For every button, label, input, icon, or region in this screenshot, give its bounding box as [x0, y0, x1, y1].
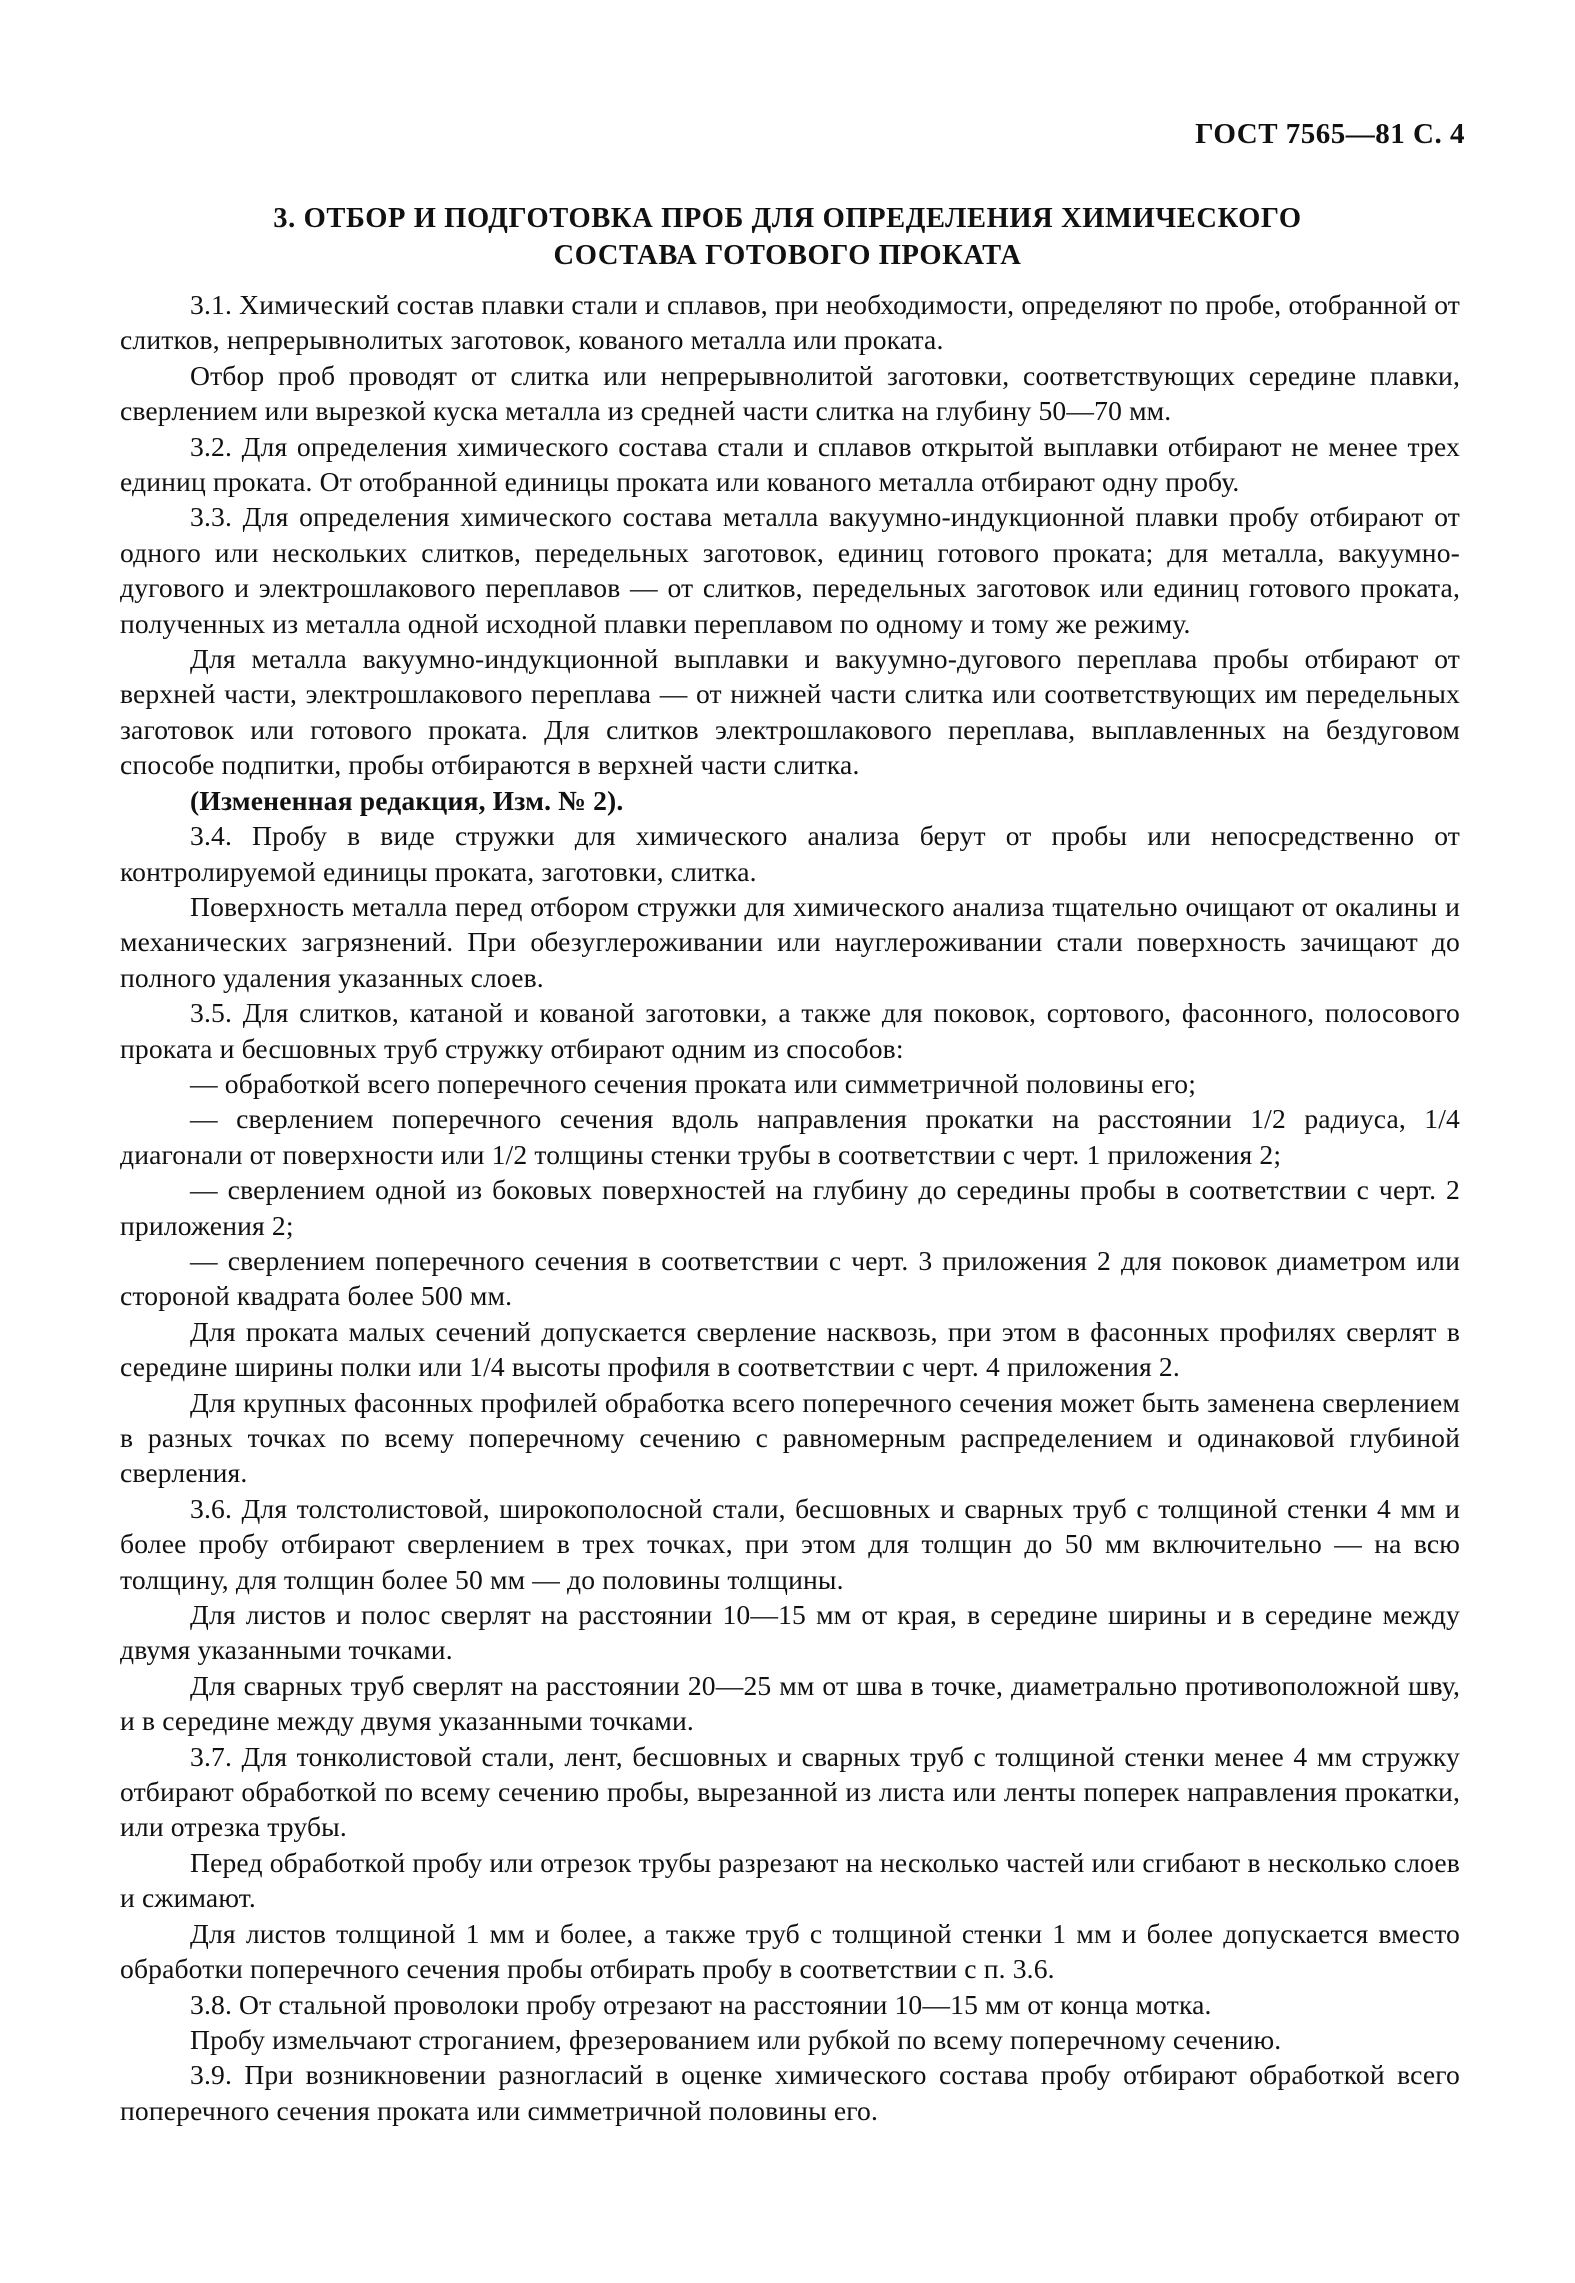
- running-header: ГОСТ 7565—81 С. 4: [1195, 118, 1465, 150]
- paragraph-3-4: 3.4. Пробу в виде стружки для химического анализа берут от пробы или непосредственно от контролируемой единицы проката, заготовки, слитка.: [120, 820, 1460, 887]
- paragraph: Для крупных фасонных профилей обработка всего поперечного сечения может быть заменена сверлением в разных точках по всему поперечному сечению с равномерным распределением и одинаковой глубиной сверления.: [120, 1386, 1460, 1489]
- paragraph-3-2: 3.2. Для определения химического состава стали и сплавов открытой выплавки отбирают не менее трех единиц проката. От отобранной единицы проката или кованого металла отбирают одну пробу.: [120, 430, 1460, 498]
- paragraph: Для листов и полос сверлят на расстоянии 10—15 мм от края, в середине ширины и в середине между двумя указанными точками.: [120, 1599, 1460, 1666]
- paragraph-3-1: 3.1. Химический состав плавки стали и сплавов, при необходимости, определяют по пробе, отобранной от слитков, непрерывнолитых заготовок, кованого металла или проката.: [120, 289, 1460, 356]
- paragraph: Перед обработкой пробу или отрезок трубы разрезают на несколько частей или сгибают в несколько слоев и сжимают.: [120, 1846, 1460, 1914]
- paragraph-3-5: 3.5. Для слитков, катаной и кованой заготовки, а также для поковок, сортового, фасонного, полосового проката и бесшовных труб стружку отбирают одним из способов:: [120, 997, 1460, 1064]
- amendment-note: (Измененная редакция, Изм. № 2).: [190, 784, 624, 816]
- list-item: — обработкой всего поперечного сечения проката или симметричной половины его;: [190, 1067, 1197, 1099]
- section-title-line-2: СОСТАВА ГОТОВОГО ПРОКАТА: [553, 240, 1022, 271]
- paragraph-3-3: 3.3. Для определения химического состава металла вакуумно-индукционной плавки пробу отбирают от одного или нескольких слитков, передельных заготовок, единиц готового проката; для металла, вакуумно-дугового и электрошлакового переплавов — от слитков, передельных заготовок или единиц готового проката, полученных из металла одной исходной плавки переплавом по одному и тому же режиму.: [120, 501, 1460, 639]
- paragraph: Отбор проб проводят от слитка или непрерывнолитой заготовки, соответствующих середине плавки, сверлением или вырезкой куска металла из средней части слитка на глубину 50—70 мм.: [120, 359, 1460, 427]
- paragraph-3-6: 3.6. Для толстолистовой, широкополосной стали, бесшовных и сварных труб с толщиной стенки 4 мм и более пробу отбирают сверлением в трех точках, при этом для толщин до 50 мм включительно — на всю толщину, для толщин более 50 мм — до половины толщины.: [120, 1492, 1460, 1595]
- paragraph-3-8: 3.8. От стальной проволоки пробу отрезают на расстоянии 10—15 мм от конца мотка.: [190, 1988, 1212, 2020]
- document-body: [120, 287, 1460, 2128]
- paragraph: Для металла вакуумно-индукционной выплавки и вакуумно-дугового переплава пробы отбирают от верхней части, электрошлакового переплава — от нижней части слитка или соответствующих им передельных заготовок или готового проката. Для слитков электрошлакового переплава, выплавленных на бездуговом способе подпитки, пробы отбираются в верхней части слитка.: [120, 643, 1460, 781]
- list-item: — сверлением одной из боковых поверхностей на глубину до середины пробы в соответствии с черт. 2 приложения 2;: [120, 1174, 1460, 1241]
- paragraph: Для листов толщиной 1 мм и более, а также труб с толщиной стенки 1 мм и более допускается вместо обработки поперечного сечения пробы отбирать пробу в соответствии с п. 3.6.: [120, 1917, 1460, 1985]
- paragraph: Для сварных труб сверлят на расстоянии 20—25 мм от шва в точке, диаметрально противоположной шву, и в середине между двумя указанными точками.: [120, 1669, 1460, 1737]
- paragraph: Поверхность металла перед отбором стружки для химического анализа тщательно очищают от окалины и механических загрязнений. При обезуглероживании или науглероживании стали поверхность зачищают до полного удаления указанных слоев.: [120, 890, 1460, 993]
- list-item: — сверлением поперечного сечения в соответствии с черт. 3 приложения 2 для поковок диаметром или стороной квадрата более 500 мм.: [120, 1244, 1460, 1312]
- paragraph: Для проката малых сечений допускается сверление насквозь, при этом в фасонных профилях сверлят в середине ширины полки или 1/4 высоты профиля в соответствии с черт. 4 приложения 2.: [120, 1315, 1460, 1383]
- list-item: — сверлением поперечного сечения вдоль направления прокатки на расстоянии 1/2 радиуса, 1/4 диагонали от поверхности или 1/2 толщины стенки трубы в соответствии с черт. 1 приложения 2;: [120, 1103, 1460, 1170]
- section-title-line-1: 3. ОТБОР И ПОДГОТОВКА ПРОБ ДЛЯ ОПРЕДЕЛЕНИЯ ХИМИЧЕСКОГО: [273, 203, 1302, 234]
- paragraph: Пробу измельчают строганием, фрезерованием или рубкой по всему поперечному сечению.: [190, 2023, 1282, 2055]
- paragraph-3-9: 3.9. При возникновении разногласий в оценке химического состава пробу отбирают обработкой всего поперечного сечения проката или симметричной половины его.: [120, 2059, 1460, 2126]
- paragraph-3-7: 3.7. Для тонколистовой стали, лент, бесшовных и сварных труб с толщиной стенки менее 4 мм стружку отбирают обработкой по всему сечению пробы, вырезанной из листа или ленты поперек направления прокатки, или отрезка трубы.: [120, 1740, 1460, 1843]
- section-title: [120, 200, 1455, 274]
